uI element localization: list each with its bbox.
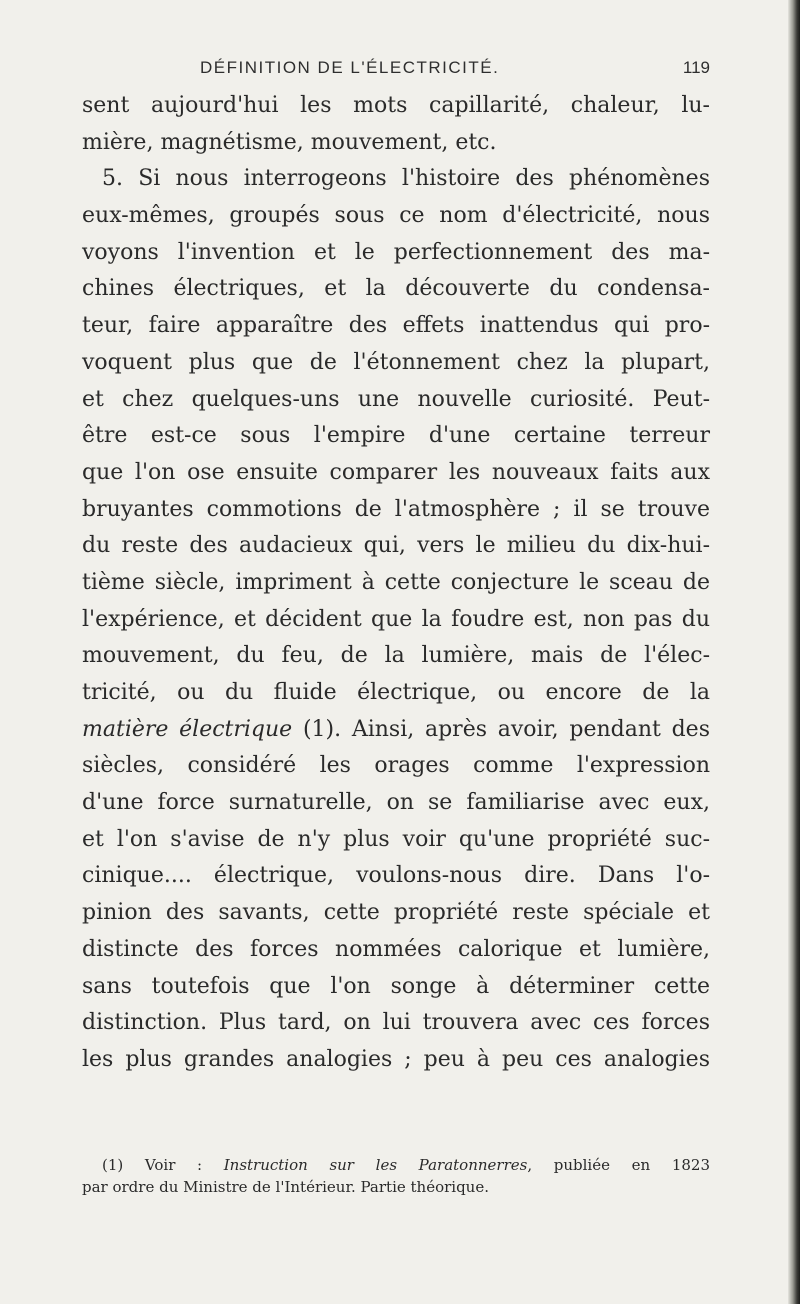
text-line: pinion des savants, cette propriété reste spéciale et <box>82 900 710 926</box>
text-line: distinction. Plus tard, on lui trouvera avec ces forces <box>82 1010 710 1036</box>
page-binding-edge <box>788 0 800 1304</box>
text-line: mière, magnétisme, mouvement, etc. <box>82 129 497 155</box>
text-line: eux-mêmes, groupés sous ce nom d'électricité, nous <box>82 203 710 229</box>
text-line: chines électriques, et la découverte du condensa- <box>82 276 710 302</box>
text-line: siècles, considéré les orages comme l'expression <box>82 753 710 779</box>
text-line: bruyantes commotions de l'atmosphère ; il se trouve <box>82 496 710 522</box>
text-line: voyons l'invention et le perfectionnement des ma- <box>82 239 710 265</box>
text-line: mouvement, du feu, de la lumière, mais de l'élec- <box>82 643 710 669</box>
text-line: voquent plus que de l'étonnement chez la plupart, <box>82 349 710 375</box>
main-text <box>82 88 710 1079</box>
text-line: les plus grandes analogies ; peu à peu ces analogies <box>82 1046 710 1072</box>
text-line: 5. Si nous interrogeons l'histoire des phénomènes <box>102 166 710 192</box>
text-line <box>82 712 710 749</box>
text-line: tième siècle, impriment à cette conjecture le sceau de <box>82 569 710 595</box>
text-line: l'expérience, et décident que la foudre est, non pas du <box>82 606 710 632</box>
text-line: distincte des forces nommées calorique et lumière, <box>82 936 710 962</box>
page-header <box>82 58 710 82</box>
footnote-title: Instruction sur les Paratonnerres <box>223 1156 528 1174</box>
text-line: teur, faire apparaître des effets inattendus qui pro- <box>82 313 710 339</box>
footnote-prefix: (1) Voir : <box>102 1156 224 1174</box>
italic-term: matière électrique <box>82 716 293 742</box>
page-number: 119 <box>682 58 710 77</box>
footnote-suffix: , publiée en 1823 <box>527 1156 710 1174</box>
text-line: et l'on s'avise de n'y plus voir qu'une propriété suc- <box>82 826 710 852</box>
footnote <box>82 1154 710 1198</box>
text-line: sans toutefois que l'on songe à déterminer cette <box>82 973 710 999</box>
text-line: d'une force surnaturelle, on se familiarise avec eux, <box>82 790 710 816</box>
text-line: du reste des audacieux qui, vers le milieu du dix-hui- <box>82 533 710 559</box>
text-line: cinique.... électrique, voulons-nous dire. Dans l'o- <box>82 863 710 889</box>
footnote-line <box>82 1154 710 1176</box>
text-line: être est-ce sous l'empire d'une certaine terreur <box>82 423 710 449</box>
text-line: et chez quelques-uns une nouvelle curiosité. Peut- <box>82 386 710 412</box>
running-title: DÉFINITION DE L'ÉLECTRICITÉ. <box>200 58 500 77</box>
footnote-line: par ordre du Ministre de l'Intérieur. Partie théorique. <box>82 1178 489 1196</box>
text-line: sent aujourd'hui les mots capillarité, chaleur, lu- <box>82 93 710 118</box>
text-line: tricité, ou du fluide électrique, ou encore de la <box>82 680 710 705</box>
text-line: que l'on ose ensuite comparer les nouveaux faits aux <box>82 459 710 485</box>
text-segment: (1). Ainsi, après avoir, pendant des <box>292 716 710 742</box>
